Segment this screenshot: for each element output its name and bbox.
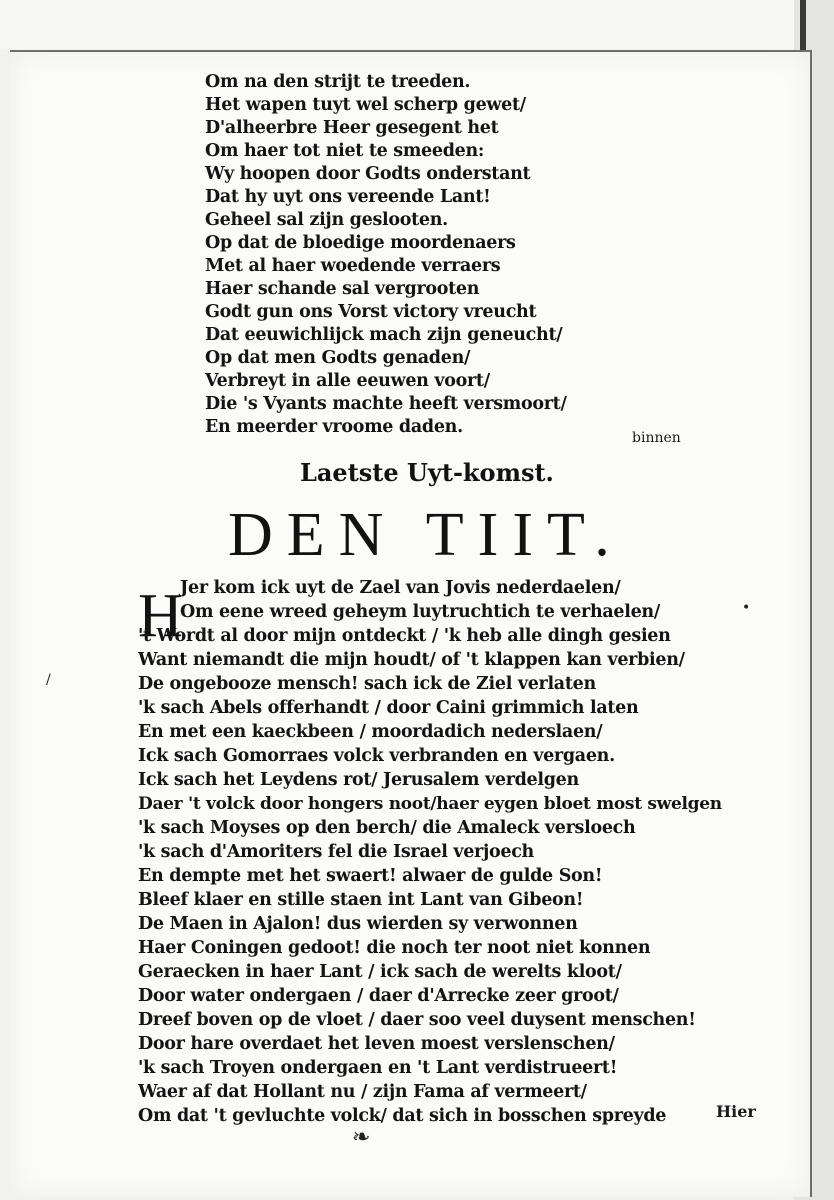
page-title: DEN TIIT. — [228, 501, 624, 569]
stanza2-line: Door hare overdaet het leven moest verslenschen/ — [138, 1034, 615, 1054]
scan-top-margin — [0, 0, 834, 50]
stanza2-line: 't Wordt al door mijn ontdeckt / 'k heb alle dingh gesien — [138, 626, 671, 646]
stanza1-line: Haer schande sal vergrooten — [205, 279, 480, 299]
stanza1-line: En meerder vroome daden. — [205, 417, 463, 437]
stanza2-line: Geraecken in haer Lant / ick sach de werelts kloot/ — [138, 962, 622, 982]
stanza1-line: Om haer tot niet te smeeden: — [205, 141, 485, 161]
catchword-hier: Hier — [716, 1102, 756, 1121]
stanza1-line: Die 's Vyants machte heeft versmoort/ — [205, 394, 567, 414]
scan-edge-shadow — [800, 0, 806, 50]
stanza2-line: En dempte met het swaert! alwaer de gulde Son! — [138, 866, 603, 886]
stanza2-line: Bleef klaer en stille staen int Lant van Gibeon! — [138, 890, 584, 910]
drop-cap: H — [138, 582, 183, 650]
margin-tick-mark: / — [46, 672, 51, 688]
stanza2-line: Dreef boven op de vloet / daer soo veel duysent menschen! — [138, 1010, 696, 1030]
stanza1-line: Dat hy uyt ons vereende Lant! — [205, 187, 491, 207]
stanza1-line: Dat eeuwichlijck mach zijn geneucht/ — [205, 325, 563, 345]
stanza2-line: 'k sach Abels offerhandt / door Caini grimmich laten — [138, 698, 639, 718]
printer-ornament-icon: ❧ — [352, 1125, 371, 1150]
stanza1-line: Om na den strijt te treeden. — [205, 72, 471, 92]
stanza2-line: 'k sach Troyen ondergaen en 't Lant verdistrueert! — [138, 1058, 618, 1078]
stanza1-line: D'alheerbre Heer gesegent het — [205, 118, 499, 138]
stanza2-line: Want niemandt die mijn houdt/ of 't klappen kan verbien/ — [138, 650, 685, 670]
stanza2-line: Door water ondergaen / daer d'Arrecke zeer groot/ — [138, 986, 619, 1006]
section-subheading: Laetste Uyt-komst. — [300, 458, 554, 487]
stanza1-line: Wy hoopen door Godts onderstant — [205, 164, 531, 184]
stanza2-line: 'k sach Moyses op den berch/ die Amaleck versloech — [138, 818, 636, 838]
stanza2-line: Om dat 't gevluchte volck/ dat sich in bosschen spreyde — [138, 1106, 667, 1126]
stanza2-line: Haer Coningen gedoot! die noch ter noot niet konnen — [138, 938, 651, 958]
stanza1-line: Het wapen tuyt wel scherp gewet/ — [205, 95, 526, 115]
stanza1-line: Op dat men Godts genaden/ — [205, 348, 471, 368]
stanza2-line: Om eene wreed geheym luytruchtich te verhaelen/ — [180, 602, 660, 622]
stanza2-first-line: Jer kom ick uyt de Zael van Jovis nederdaelen/ — [180, 578, 621, 598]
stanza1-line: Met al haer woedende verraers — [205, 256, 501, 276]
stanza1-line: Verbreyt in alle eeuwen voort/ — [205, 371, 490, 391]
stanza2-line: 'k sach d'Amoriters fel die Israel verjoech — [138, 842, 534, 862]
stanza2-line: De Maen in Ajalon! dus wierden sy verwonnen — [138, 914, 578, 934]
stanza2-line: Waer af dat Hollant nu / zijn Fama af vermeert/ — [138, 1082, 587, 1102]
stanza2-line: En met een kaeckbeen / moordadich nederslaen/ — [138, 722, 603, 742]
stanza1-line: Godt gun ons Vorst victory vreucht — [205, 302, 537, 322]
stanza2-line: De ongebooze mensch! sach ick de Ziel verlaten — [138, 674, 596, 694]
margin-dot-mark: • — [742, 600, 751, 616]
catchword-binnen: binnen — [632, 430, 681, 446]
stanza2-line: Ick sach het Leydens rot/ Jerusalem verdelgen — [138, 770, 579, 790]
stanza2-line: Ick sach Gomorraes volck verbranden en vergaen. — [138, 746, 615, 766]
stanza1-line: Op dat de bloedige moordenaers — [205, 233, 516, 253]
stanza2-line: Daer 't volck door hongers noot/haer eygen bloet most swelgen — [138, 794, 722, 814]
stanza1-line: Geheel sal zijn geslooten. — [205, 210, 448, 230]
